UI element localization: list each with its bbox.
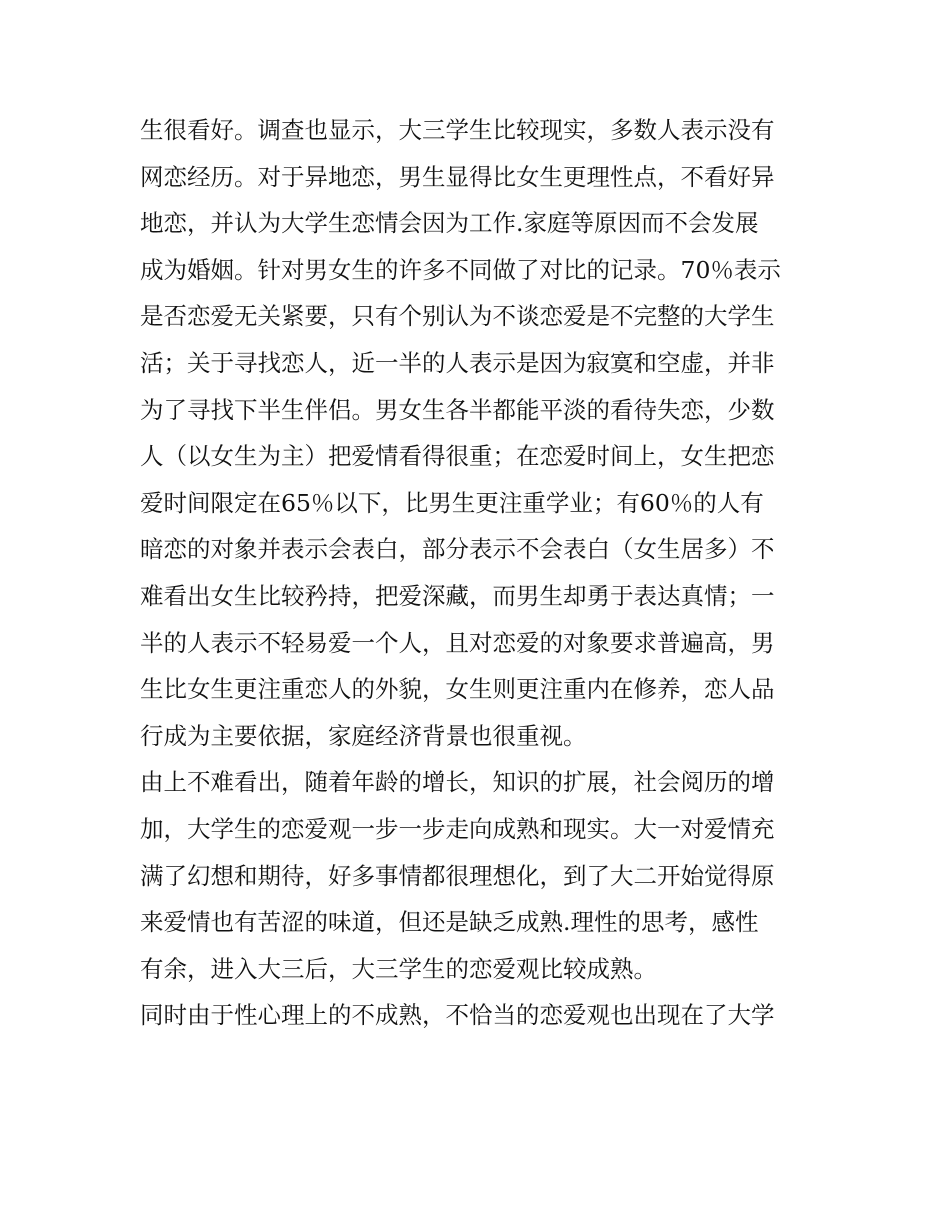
text-line: 行成为主要依据，家庭经济背景也很重视。: [140, 721, 587, 750]
text-line: 活；关于寻找恋人，近一半的人表示是因为寂寞和空虚，并非: [140, 348, 775, 377]
text-line: 生比女生更注重恋人的外貌，女生则更注重内在修养，恋人品: [140, 675, 775, 704]
text-line: 爱时间限定在65％以下，比男生更注重学业；有60％的人有: [140, 488, 764, 517]
text-line: 满了幻想和期待，好多事情都很理想化，到了大二开始觉得原: [140, 861, 775, 890]
text-line: 成为婚姻。针对男女生的许多不同做了对比的记录。70％表示: [140, 255, 781, 284]
text-line: 由上不难看出，随着年龄的增长，知识的扩展，社会阅历的增: [140, 768, 775, 797]
text-line: 加，大学生的恋爱观一步一步走向成熟和现实。大一对爱情充: [140, 814, 775, 843]
text-line: 有余，进入大三后，大三学生的恋爱观比较成熟。: [140, 954, 657, 983]
text-line: 暗恋的对象并表示会表白，部分表示不会表白（女生居多）不: [140, 535, 775, 564]
text-line: 人（以女生为主）把爱情看得很重；在恋爱时间上，女生把恋: [140, 442, 775, 471]
text-line: 为了寻找下半生伴侣。男女生各半都能平淡的看待失恋，少数: [140, 395, 775, 424]
text-line: 地恋，并认为大学生恋情会因为工作.家庭等原因而不会发展: [140, 209, 759, 238]
text-line: 同时由于性心理上的不成熟，不恰当的恋爱观也出现在了大学: [140, 1001, 775, 1030]
text-line: 来爱情也有苦涩的味道，但还是缺乏成熟.理性的思考，感性: [140, 908, 759, 937]
text-line: 网恋经历。对于异地恋，男生显得比女生更理性点，不看好异: [140, 162, 775, 191]
text-line: 是否恋爱无关紧要，只有个别认为不谈恋爱是不完整的大学生: [140, 302, 775, 331]
text-line: 半的人表示不轻易爱一个人，且对恋爱的对象要求普遍高，男: [140, 628, 775, 657]
body-text: [140, 107, 815, 1039]
text-line: 难看出女生比较矜持，把爱深藏，而男生却勇于表达真情；一: [140, 581, 775, 610]
text-line: 生很看好。调查也显示，大三学生比较现实，多数人表示没有: [140, 116, 775, 144]
